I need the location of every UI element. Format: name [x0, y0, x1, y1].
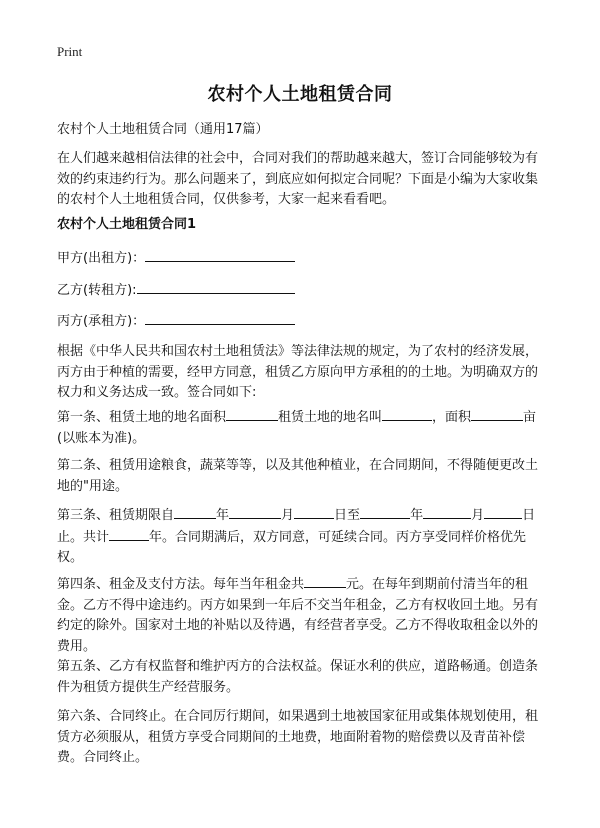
- party-b-blank: [137, 280, 295, 294]
- article-4-text-b: 元。在每年到期前付清当年的租金。乙方不得中途违约。丙方如果到一年后不交当年租金，乙方有权收回土地。另有约定的除外。国家对土地的补贴以及待遇，有经营者享受。乙方不得收取租金以外的费用。: [57, 577, 539, 654]
- article-3-blank-2: [229, 505, 281, 519]
- article-4-blank: [304, 574, 346, 588]
- basis-paragraph: 根据《中华人民共和国农村土地租赁法》等法律法规的规定，为了农村的经济发展，丙方由于种植的需要，经甲方同意，租赁乙方原向甲方承租的的土地。为明确双方的权力和义务达成一致。签合同如下:: [57, 344, 539, 400]
- article-1-text-c: ，面积: [432, 410, 472, 425]
- article-3-blank-3: [294, 505, 334, 519]
- party-a-label: 甲方(出租方)：: [57, 251, 146, 266]
- article-3-text-a: 第三条、租赁期限自: [57, 508, 175, 523]
- article-4: [57, 574, 549, 657]
- party-b-label: 乙方(转租方):: [57, 283, 137, 298]
- party-b-line: [57, 280, 295, 301]
- print-link[interactable]: Print: [57, 44, 83, 59]
- party-a-line: [57, 248, 295, 269]
- article-1-blank-3: [471, 407, 523, 421]
- article-1: [57, 407, 549, 449]
- article-3-year-1: 年: [216, 508, 230, 523]
- article-2: 第二条、租赁用途粮食，蔬菜等等，以及其他种植业，在合同期间，不得随便更改土地的"用途。: [57, 458, 539, 494]
- article-3-text-b: 年。合同期满后，双方同意，可延续合同。丙方享受同样价格优先权。: [57, 529, 527, 565]
- article-3: [57, 505, 549, 569]
- article-3-blank-1: [174, 505, 216, 519]
- article-1-blank-1: [226, 407, 278, 421]
- article-6: 第六条、合同终止。在合同厉行期间，如果遇到土地被国家征用或集体规划使用，租赁方必须服从，租赁方享受合同期间的土地费，地面附着物的赔偿费以及青苗补偿费。合同终止。: [57, 709, 539, 765]
- party-a-blank: [145, 248, 295, 262]
- article-3-blank-6: [484, 505, 522, 519]
- article-3-blank-5: [423, 505, 471, 519]
- article-3-blank-4: [360, 505, 410, 519]
- article-4-text-a: 第四条、租金及支付方法。每年当年租金共: [57, 577, 305, 592]
- party-c-line: [57, 311, 295, 332]
- party-c-blank: [145, 311, 295, 325]
- document-subtitle: 农村个人土地租赁合同（通用17篇）: [57, 122, 269, 137]
- article-3-year-2: 年: [410, 508, 424, 523]
- article-1-blank-2: [382, 407, 432, 421]
- intro-paragraph: 在人们越来越相信法律的社会中，合同对我们的帮助越来越大，签订合同能够较为有效的约束违约行为。那么问题来了，到底应如何拟定合同呢？下面是小编为大家收集的农村个人土地租赁合同，仅供参考，大家一起来看看吧。: [57, 151, 539, 207]
- section-heading: 农村个人土地租赁合同1: [57, 217, 197, 232]
- article-3-blank-7: [109, 527, 149, 541]
- article-3-day-to: 日至: [334, 508, 361, 523]
- article-1-text-a: 第一条、租赁土地的地名面积: [57, 410, 227, 425]
- article-3-month-1: 月: [281, 508, 295, 523]
- page-title: 农村个人土地租赁合同: [207, 84, 393, 105]
- article-1-text-d: 亩(以账本为准)。: [57, 410, 537, 446]
- article-5: 第五条、乙方有权监督和维护丙方的合法权益。保证水利的供应，道路畅通。创造条件为租赁方提供生产经营服务。: [57, 659, 539, 695]
- article-3-month-2: 月: [471, 508, 485, 523]
- article-1-text-b: 租赁土地的地名叫: [278, 410, 383, 425]
- article-3-day-end: 日止。共计: [57, 508, 536, 545]
- party-c-label: 丙方(承租方)：: [57, 314, 146, 329]
